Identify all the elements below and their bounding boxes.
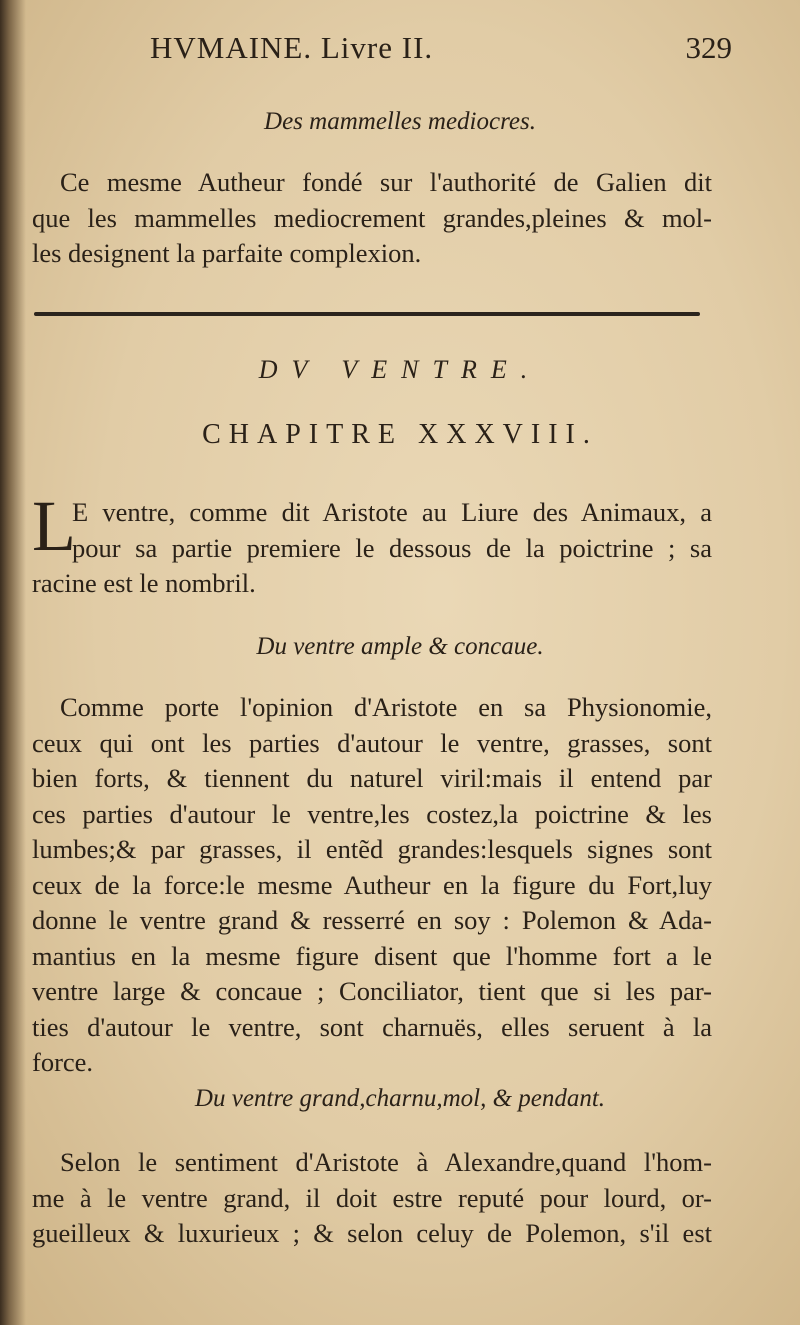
text-line: ces parties d'autour le ventre,les costez,la poictrine & les	[32, 798, 712, 829]
drop-cap: L	[32, 486, 76, 566]
text-line: ceux qui ont les parties d'autour le ventre, grasses, sont	[32, 727, 712, 758]
subheading-ventre-grand: Du ventre grand,charnu,mol, & pendant.	[194, 1085, 606, 1112]
paragraph-ventre-ample	[32, 690, 712, 1081]
text-line: Selon le sentiment d'Aristote à Alexandre,quand l'hom-	[60, 1147, 712, 1177]
paragraph-ventre-grand	[32, 1145, 712, 1252]
running-head	[150, 30, 740, 74]
text-line: bien forts, & tiennent du naturel viril:mais il entend par	[32, 763, 712, 793]
text-line: donne le ventre grand & resserré en soy : Polemon & Ada-	[32, 905, 712, 935]
section-divider-rule	[34, 312, 700, 316]
text-line: lumbes;& par grasses, il entẽd grandes:lesquels signes sont	[32, 834, 712, 864]
section-title: DV VENTRE.	[258, 355, 542, 384]
text-line: pour sa partie premiere le dessous de la poictrine ; sa	[72, 532, 712, 563]
text-line: les designent la parfaite complexion.	[32, 238, 422, 268]
text-line: gueilleux & luxurieux ; & selon celuy de Polemon, s'il est	[32, 1218, 712, 1248]
binding-gutter	[0, 0, 26, 1325]
paragraph-mammelles	[32, 165, 712, 272]
text-line: E ventre, comme dit Aristote au Liure des Animaux, a	[72, 497, 712, 527]
text-line: ties d'autour le ventre, sont charnuës, elles seruent à la	[32, 1011, 712, 1042]
text-line: mantius en la mesme figure disent que l'homme fort a le	[32, 940, 712, 971]
text-line: me à le ventre grand, il doit estre reputé pour lourd, or-	[32, 1182, 712, 1213]
paragraph-ventre-intro	[32, 495, 712, 602]
subheading-ventre-ample: Du ventre ample & concaue.	[256, 633, 544, 660]
text-line: racine est le nombril.	[32, 568, 256, 598]
text-line: Ce mesme Autheur fondé sur l'authorité de Galien dit	[60, 167, 712, 197]
text-line: ventre large & concaue ; Conciliator, tient que si les par-	[32, 976, 712, 1006]
page-number: 329	[685, 30, 732, 65]
subheading-mammelles: Des mammelles mediocres.	[264, 108, 536, 135]
text-line: force.	[32, 1047, 94, 1077]
text-line: que les mammelles mediocrement grandes,pleines & mol-	[32, 202, 712, 233]
text-line: ceux de la force:le mesme Autheur en la figure du Fort,luy	[32, 869, 712, 900]
text-line: Comme porte l'opinion d'Aristote en sa Physionomie,	[60, 692, 712, 722]
running-head-title: HVMAINE. Livre II.	[150, 30, 434, 65]
chapter-heading: CHAPITRE XXXVIII.	[202, 419, 598, 450]
